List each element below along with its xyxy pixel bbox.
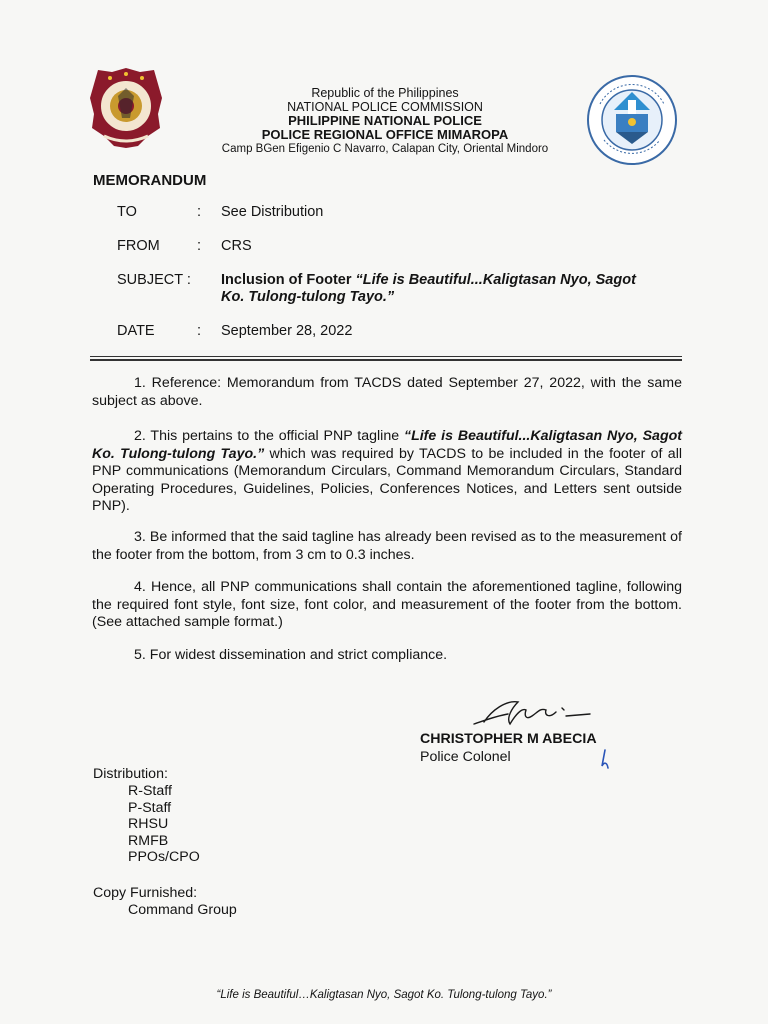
letterhead-republic: Republic of the Philippines — [311, 86, 459, 100]
footer-tagline: “Life is Beautiful…Kaligtasan Nyo, Sagot Ko. Tulong-tulong Tayo.” — [216, 989, 552, 1001]
subject-tagline-line2: Ko. Tulong-tulong Tayo.” — [221, 289, 395, 305]
header-divider-thick — [90, 359, 682, 361]
signatory-rank: Police Colonel — [420, 749, 511, 765]
distribution-item: PPOs/CPO — [128, 849, 200, 866]
from-value: CRS — [221, 238, 252, 254]
memo-title: MEMORANDUM — [93, 172, 207, 189]
subject-tagline-line1: “Life is Beautiful...Kaligtasan Nyo, Sagot — [355, 272, 636, 288]
date-colon: : — [197, 323, 202, 339]
copy-furnished-title: Copy Furnished: — [93, 885, 198, 901]
date-value: September 28, 2022 — [221, 323, 353, 339]
to-label: TO — [117, 204, 137, 220]
paragraph-2-end: which was required by TACDS to be included in the footer of all PNP communications (Memorandum Circulars, Command Memorandum Circulars, Standard Operating Procedures, Guidelines, Policies, Conferences Notices, and Letters sent outside PNP). — [92, 445, 683, 514]
paragraph-2 — [92, 428, 682, 516]
header-divider-thin — [90, 356, 682, 357]
distribution-title: Distribution: — [93, 766, 168, 782]
subject-label: SUBJECT : — [117, 272, 191, 288]
paragraph-2-start: 2. This pertains to the official PNP tagline — [134, 428, 404, 444]
from-label: FROM — [117, 238, 160, 254]
from-colon: : — [197, 238, 202, 254]
letterhead-address: Camp BGen Efigenio C Navarro, Calapan City, Oriental Mindoro — [221, 143, 549, 155]
distribution-item: R-Staff — [128, 783, 172, 799]
to-colon: : — [197, 204, 202, 220]
paragraph-2-tagline: “Life is Beautiful...Kaligtasan Nyo, Sagot Ko. Tulong-tulong Tayo.” — [92, 428, 682, 462]
paragraph-4-text: 4. Hence, all PNP communications shall contain the aforementioned tagline, following the required font style, font size, font color, and measurement of the footer from the bottom. (See attached sample format.) — [92, 579, 682, 630]
signatory-name: CHRISTOPHER M ABECIA — [420, 731, 597, 747]
distribution-item: RHSU — [128, 816, 169, 833]
distribution-item: RMFB — [128, 832, 169, 849]
paragraph-5-text: 5. For widest dissemination and strict compliance. — [134, 647, 448, 663]
distribution-item: P-Staff — [128, 799, 172, 816]
paragraph-3 — [92, 529, 682, 564]
paragraph-1 — [92, 375, 682, 410]
letterhead — [180, 86, 590, 156]
subject-prefix: Inclusion of Footer — [221, 272, 356, 288]
paragraph-3-text: 3. Be informed that the said tagline has already been revised as to the measurement of the footer from the bottom, from 3 cm to 0.3 inches. — [92, 529, 682, 563]
to-value: See Distribution — [221, 204, 324, 220]
subject-value — [221, 272, 681, 306]
letterhead-regional-office: POLICE REGIONAL OFFICE MIMAROPA — [261, 127, 509, 142]
paragraph-5 — [92, 647, 682, 665]
handwritten-signature — [466, 694, 596, 734]
blue-initial-mark — [596, 748, 612, 772]
date-label: DATE — [117, 323, 155, 339]
distribution-list — [128, 783, 200, 866]
copy-furnished-item: Command Group — [128, 902, 237, 918]
pnp-seal — [88, 66, 164, 150]
letterhead-napolcom: NATIONAL POLICE COMMISSION — [287, 100, 483, 114]
pro-mimaropa-seal — [586, 74, 678, 166]
paragraph-1-text: 1. Reference: Memorandum from TACDS dated September 27, 2022, with the same subject as above. — [92, 375, 682, 409]
paragraph-4 — [92, 579, 682, 632]
letterhead-pnp: PHILIPPINE NATIONAL POLICE — [288, 113, 482, 128]
